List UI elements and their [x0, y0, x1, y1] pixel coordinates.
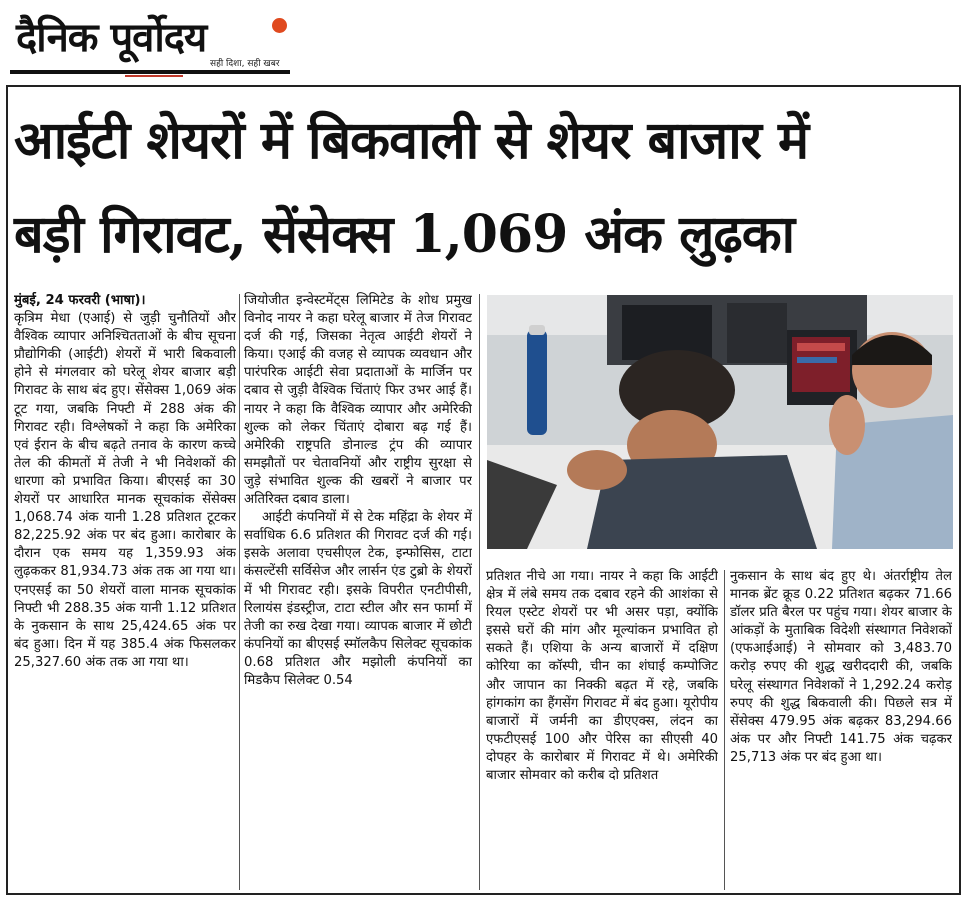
newspaper-tagline: सही दिशा, सही खबर	[210, 59, 280, 69]
article-column-3	[486, 568, 718, 890]
masthead-accent-rule	[125, 75, 183, 77]
masthead	[10, 6, 290, 76]
article-column-1	[14, 292, 236, 892]
stock-traders-photo	[487, 295, 953, 549]
column-divider	[479, 294, 480, 890]
column-divider	[724, 570, 725, 890]
headline-line-1: आईटी शेयरों में बिकवाली से शेयर बाजार में	[14, 110, 809, 171]
column-1-text: कृत्रिम मेधा (एआई) से जुड़ी चुनौतियों और वैश्विक व्यापार अनिश्चितताओं के बीच सूचना प्रौद्योगिकी (आईटी) शेयरों में भारी बिकवाली होने से मंगलवार को घरेलू शेयर बाजार बड़ी गिरावट के साथ बंद हुए। सेंसेक्स 1,069 अंक टूट गया, जबकि निफ्टी में 288 अंक की गिरावट रही। विश्लेषकों ने कहा कि अमेरिका एवं ईरान के बीच बढ़ते तनाव के कारण कच्चे तेल की कीमतों में तेजी ने भी निवेशकों की धारणा को प्रभावित किया। बीएसई का 30 शेयरों पर आधारित मानक सूचकांक सेंसेक्स 1,068.74 अंक यानी 1.28 प्रतिशत टूटकर 82,225.92 अंक पर बंद हुआ। कारोबार के दौरान एक समय यह 1,359.93 अंक लुढ़ककर 81,934.73 अंक तक आ गया था। एनएसई का 50 शेयरों वाला मानक सूचकांक निफ्टी भी 288.35 अंक यानी 1.12 प्रतिशत के नुकसान के साथ 25,424.65 अंक पर बंद हुआ। दिन में यह 385.4 अंक फिसलकर 25,327.60 अंक तक आ गया था।	[14, 311, 236, 670]
article-column-4	[730, 568, 952, 890]
column-3-text: प्रतिशत नीचे आ गया। नायर ने कहा कि आईटी क्षेत्र में लंबे समय तक दबाव रहने की आशंका से रियल एस्टेट शेयरों पर भी असर पड़ा, क्योंकि इससे घरों की मांग और मूल्यांकन प्रभावित हो सकते हैं। एशिया के अन्य बाजारों में दक्षिण कोरिया का कॉस्पी, चीन का शंघाई कम्पोजिट और जापान का निक्की बढ़त में रहे, जबकि हांगकांग का हैंगसेंग गिरावट में बंद हुआ। यूरोपीय बाजारों में जर्मनी का डीएएक्स, लंदन का एफटीएसई 100 और पेरिस का सीएसी 40 दोपहर के कारोबार में गिरावट में थे। अमेरिकी बाजार सोमवार को करीब दो प्रतिशत	[486, 569, 718, 784]
logo-dot	[272, 18, 287, 33]
news-photo	[487, 295, 953, 549]
article-column-2	[244, 292, 472, 892]
dateline: मुंबई, 24 फरवरी (भाषा)।	[14, 293, 146, 308]
column-4-text: नुकसान के साथ बंद हुए थे। अंतर्राष्ट्रीय तेल मानक ब्रेंट क्रूड 0.22 प्रतिशत बढ़कर 71.66 डॉलर प्रति बैरल पर पहुंच गया। शेयर बाजार के आंकड़ों के मुताबिक विदेशी संस्थागत निवेशकों (एफआईआई) ने सोमवार को 3,483.70 करोड़ रुपए की शुद्ध खरीददारी की, जबकि घरेलू संस्थागत निवेशकों ने 1,292.24 करोड़ रुपए की शुद्ध बिकवाली की। पिछले सत्र में सेंसेक्स 479.95 अंक बढ़कर 83,294.66 अंक पर और निफ्टी 141.75 अंक चढ़कर 25,713 अंक पर बंद हुआ था।	[730, 569, 952, 765]
headline-line-2: बड़ी गिरावट, सेंसेक्स 1,069 अंक लुढ़का	[14, 204, 795, 265]
column-2-paragraph-2: आईटी कंपनियों में से टेक महिंद्रा के शेयर में सर्वाधिक 6.6 प्रतिशत की गिरावट दर्ज की गई। इसके अलावा एचसीएल टेक, इन्फोसिस, टाटा कंसल्टेंसी सर्विसेज और लार्सन एंड टुब्रो के शेयरों में भी गिरावट रही। इसके विपरीत एनटीपीसी, रिलायंस इंडस्ट्रीज, टाटा स्टील और सन फार्मा में तेजी का रुख देखा गया। व्यापक बाजार में छोटी कंपनियों का बीएसई स्मॉलकैप सिलेक्ट सूचकांक 0.68 प्रतिशत और मझोली कंपनियों का मिडकैप सिलेक्ट 0.54	[244, 510, 472, 688]
newspaper-title: दैनिक पूर्वोदय	[16, 14, 207, 61]
masthead-rule	[10, 70, 290, 74]
column-divider	[239, 294, 240, 890]
column-2-paragraph-1: जियोजीत इन्वेस्टमेंट्स लिमिटेड के शोध प्रमुख विनोद नायर ने कहा घरेलू बाजार में तेज गिरावट दर्ज की गई, जिसका नेतृत्व आईटी शेयरों ने किया। एआई की वजह से व्यापक व्यवधान और पारंपरिक आईटी सेवा प्रदाताओं के मार्जिन पर दबाव से जुड़ी वैश्विक चिंताएं फिर उभर आई हैं। नायर ने कहा कि वैश्विक व्यापार और अमेरिकी शुल्क को लेकर चिंताएं दोबारा बढ़ गई हैं। अमेरिकी राष्ट्रपति डोनाल्ड ट्रंप की व्यापार समझौतों पर चेतावनियों और राष्ट्रीय सुरक्षा से जुड़े संभावित शुल्क की खबरों ने बाजार पर अतिरिक्त दबाव डाला।	[244, 293, 472, 508]
